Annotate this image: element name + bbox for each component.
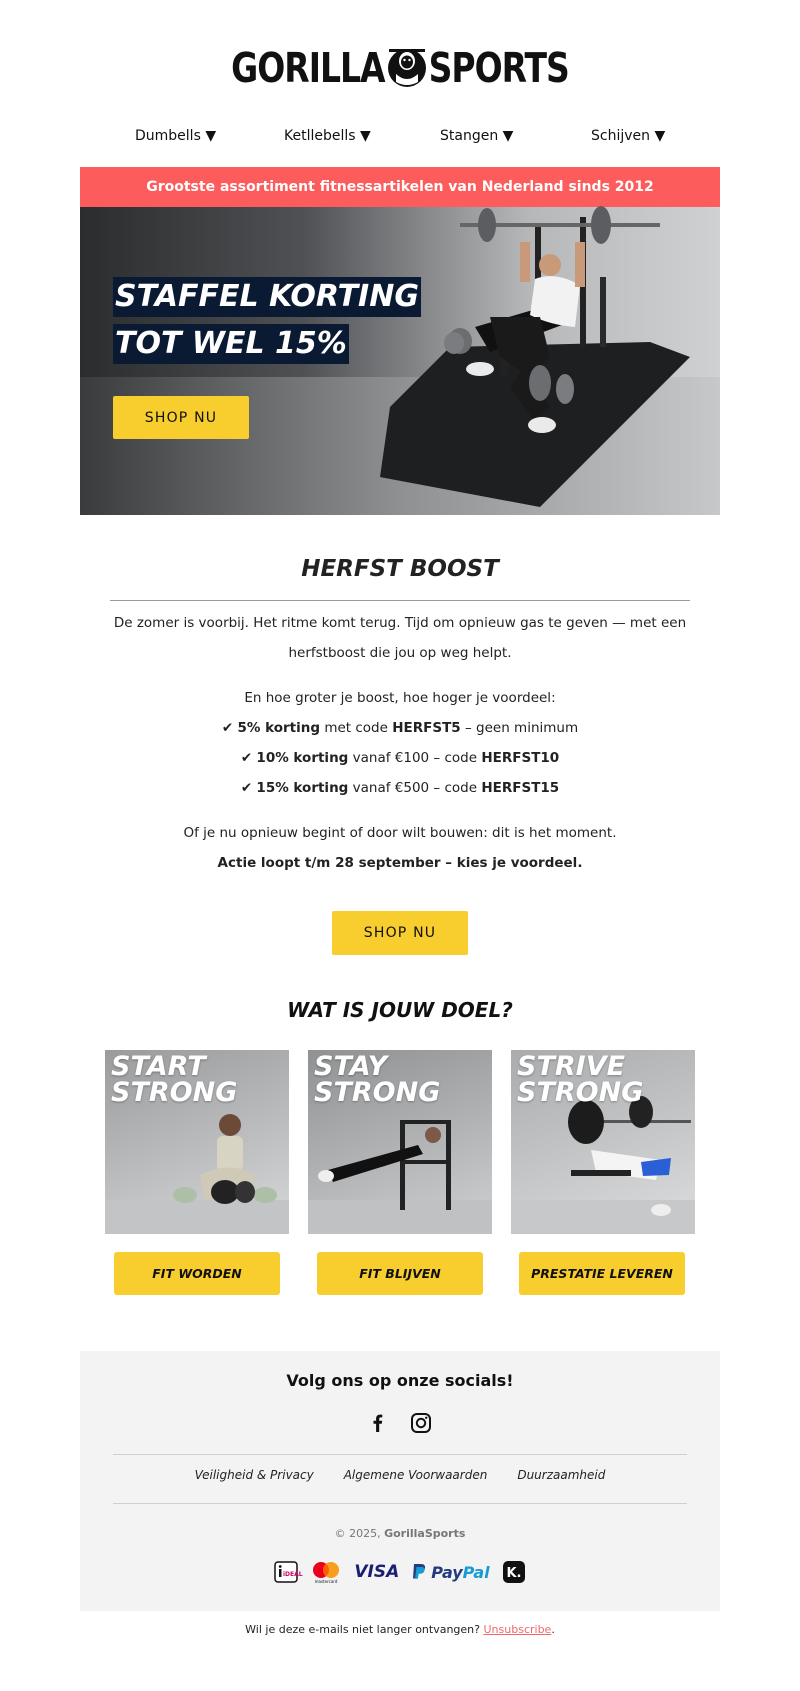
card-title-line1: STRIVE bbox=[517, 1051, 626, 1082]
hero-shop-button[interactable]: SHOP NU bbox=[113, 396, 249, 439]
paypal-text-b: Pal bbox=[462, 1562, 490, 1582]
promo-divider bbox=[110, 600, 690, 601]
tier-discount: 10% korting bbox=[256, 750, 349, 766]
visa-icon: VISA bbox=[354, 1562, 400, 1582]
brand-logo[interactable] bbox=[0, 44, 800, 90]
tier-code: HERFST10 bbox=[481, 750, 560, 766]
tier-code: HERFST5 bbox=[392, 720, 461, 736]
tier-text: met code bbox=[324, 720, 388, 736]
unsubscribe-line bbox=[0, 1623, 800, 1636]
promo-tier bbox=[110, 713, 690, 743]
copyright bbox=[80, 1527, 720, 1540]
klarna-mark: K. bbox=[506, 1566, 522, 1581]
nav-item-kettlebells[interactable]: Ketllebells ▼ bbox=[284, 128, 371, 144]
instagram-icon[interactable] bbox=[409, 1411, 433, 1435]
card-title-line2: STRONG bbox=[517, 1077, 644, 1108]
tier-tail: – geen minimum bbox=[464, 720, 579, 736]
goals-title: WAT IS JOUW DOEL? bbox=[287, 998, 513, 1022]
hero-headline-line2: TOT WEL 15% bbox=[113, 324, 349, 364]
tier-text: vanaf €100 – code bbox=[352, 750, 478, 766]
payment-methods bbox=[80, 1560, 720, 1584]
card-title-line2: STRONG bbox=[111, 1077, 238, 1108]
card-title bbox=[314, 1051, 441, 1108]
copyright-prefix: © 2025, bbox=[334, 1527, 381, 1540]
tier-discount: 15% korting bbox=[256, 780, 349, 796]
footer bbox=[80, 1351, 720, 1611]
nav-item-stangen[interactable]: Stangen ▼ bbox=[440, 128, 514, 144]
card-title-line1: STAY bbox=[314, 1051, 388, 1082]
check-icon: ✔ bbox=[221, 720, 234, 736]
card-title-line1: START bbox=[111, 1051, 206, 1082]
tier-discount: 5% korting bbox=[237, 720, 321, 736]
promo-intro: De zomer is voorbij. Het ritme komt terug. Tijd om opnieuw gas te geven — met een herfstboost die jou op weg helpt. bbox=[113, 615, 687, 661]
nav-item-dumbells[interactable]: Dumbells ▼ bbox=[135, 128, 217, 144]
paypal-text-a: Pay bbox=[431, 1562, 463, 1582]
mastercard-caption: mastercard bbox=[314, 1579, 338, 1584]
fit-blijven-button[interactable]: FIT BLIJVEN bbox=[317, 1252, 483, 1295]
footer-divider-bottom bbox=[113, 1503, 687, 1504]
ideal-caption: iDEAL bbox=[283, 1571, 303, 1578]
hero-image[interactable] bbox=[80, 207, 720, 515]
fit-worden-button[interactable]: FIT WORDEN bbox=[114, 1252, 280, 1295]
promo-banner: Grootste assortiment fitnessartikelen van Nederland sinds 2012 bbox=[80, 167, 720, 207]
ideal-icon bbox=[274, 1561, 303, 1583]
promo-tier bbox=[110, 773, 690, 803]
promo-lead: En hoe groter je boost, hoe hoger je voordeel: bbox=[244, 690, 556, 706]
paypal-icon bbox=[411, 1563, 489, 1582]
goal-card-strive[interactable] bbox=[511, 1050, 695, 1234]
unsubscribe-suffix: . bbox=[551, 1623, 555, 1636]
card-title bbox=[111, 1051, 238, 1108]
gorilla-icon bbox=[387, 44, 427, 90]
terms-link[interactable]: Algemene Voorwaarden bbox=[343, 1468, 488, 1482]
card-title-line2: STRONG bbox=[314, 1077, 441, 1108]
check-icon: ✔ bbox=[240, 780, 253, 796]
nav-item-schijven[interactable]: Schijven ▼ bbox=[591, 128, 666, 144]
prestatie-leveren-button[interactable]: PRESTATIE LEVEREN bbox=[519, 1252, 685, 1295]
check-icon: ✔ bbox=[240, 750, 253, 766]
sustainability-link[interactable]: Duurzaamheid bbox=[517, 1468, 606, 1482]
goal-card-stay[interactable] bbox=[308, 1050, 492, 1234]
card-title bbox=[517, 1051, 644, 1108]
logo-text-left: GORILLA bbox=[231, 42, 385, 92]
shop-now-button[interactable]: SHOP NU bbox=[332, 911, 468, 955]
hero-headline-line1: STAFFEL KORTING bbox=[113, 277, 421, 317]
goal-card-start[interactable] bbox=[105, 1050, 289, 1234]
category-nav bbox=[80, 128, 720, 150]
unsubscribe-text: Wil je deze e-mails niet langer ontvangen? bbox=[245, 1623, 480, 1636]
footer-divider-top bbox=[113, 1454, 687, 1455]
facebook-icon[interactable] bbox=[366, 1411, 390, 1435]
promo-closing: Of je nu opnieuw begint of door wilt bouwen: dit is het moment. bbox=[183, 825, 617, 841]
unsubscribe-link[interactable]: Unsubscribe bbox=[483, 1623, 552, 1636]
footer-links bbox=[80, 1468, 720, 1482]
mastercard-icon bbox=[310, 1560, 342, 1584]
copyright-brand: GorillaSports bbox=[384, 1527, 466, 1540]
klarna-icon bbox=[502, 1560, 526, 1584]
promo-title: HERFST BOOST bbox=[301, 556, 499, 582]
tier-code: HERFST15 bbox=[481, 780, 560, 796]
socials-heading: Volg ons op onze socials! bbox=[286, 1371, 514, 1390]
logo-text-right: SPORTS bbox=[428, 42, 569, 92]
promo-deadline: Actie loopt t/m 28 september – kies je voordeel. bbox=[217, 855, 583, 871]
tier-text: vanaf €500 – code bbox=[352, 780, 478, 796]
promo-tier bbox=[110, 743, 690, 773]
privacy-link[interactable]: Veiligheid & Privacy bbox=[194, 1468, 314, 1482]
